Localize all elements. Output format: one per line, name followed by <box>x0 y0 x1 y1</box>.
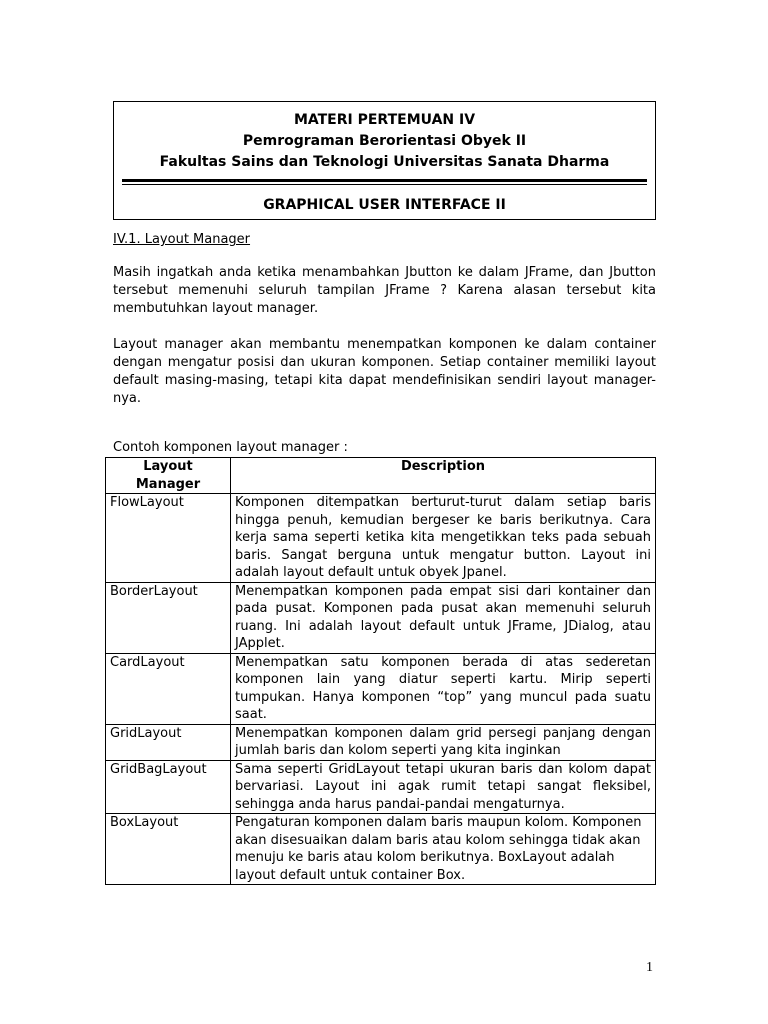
header-line-1: MATERI PERTEMUAN IV <box>293 112 476 128</box>
description-cell: Menempatkan komponen pada empat sisi dari kontainer dan pada pusat. Komponen pada pusat akan memenuhi seluruh ruang. Ini adalah layout default untuk JFrame, JDialog, atau JApplet. <box>231 582 656 653</box>
description-cell: Menempatkan komponen dalam grid persegi panjang dengan jumlah baris dan kolom seperti yang kita inginkan <box>231 724 656 760</box>
table-row <box>106 724 656 760</box>
paragraph-2: Layout manager akan membantu menempatkan komponen ke dalam container dengan mengatur posisi dan ukuran komponen. Setiap container memiliki layout default masing-masing, tetapi kita dapat mendefinisikan sendiri layout manager-nya. <box>113 337 656 406</box>
section-heading: IV.1. Layout Manager <box>113 232 251 247</box>
layout-name-cell: CardLayout <box>106 653 231 724</box>
table-row <box>106 494 656 583</box>
layout-name-cell: GridBagLayout <box>106 760 231 814</box>
header-line-2: Pemrograman Berorientasi Obyek II <box>242 133 527 149</box>
description-cell: Komponen ditempatkan berturut-turut dalam setiap baris hingga penuh, kemudian bergeser ke baris berikutnya. Cara kerja sama seperti ketika kita mengetikkan teks pada sebuah baris. Sangat berguna untuk mengatur button. Layout ini adalah layout default untuk obyek Jpanel. <box>231 494 656 583</box>
layout-name-cell: GridLayout <box>106 724 231 760</box>
header-box <box>113 101 656 220</box>
layout-manager-table <box>105 457 656 885</box>
table-row <box>106 653 656 724</box>
header-rule-thin <box>122 184 647 185</box>
table-row <box>106 814 656 885</box>
table-header-row <box>106 458 656 494</box>
description-cell: Sama seperti GridLayout tetapi ukuran baris dan kolom dapat bervariasi. Layout ini agak rumit tetapi sangat fleksibel, sehingga anda harus pandai-pandai mengaturnya. <box>231 760 656 814</box>
header-rule-thick <box>122 179 647 182</box>
document-title: GRAPHICAL USER INTERFACE II <box>263 197 506 213</box>
page-number: 1 <box>646 960 653 975</box>
layout-name-cell: FlowLayout <box>106 494 231 583</box>
paragraph-1: Masih ingatkah anda ketika menambahkan Jbutton ke dalam JFrame, dan Jbutton tersebut memenuhi seluruh tampilan JFrame ? Karena alasan tersebut kita membutuhkan layout manager. <box>113 265 656 316</box>
layout-name-cell: BorderLayout <box>106 582 231 653</box>
table-row <box>106 760 656 814</box>
table-caption: Contoh komponen layout manager : <box>113 440 348 455</box>
table-row <box>106 582 656 653</box>
description-cell: Menempatkan satu komponen berada di atas sederetan komponen lain yang diatur seperti kartu. Mirip seperti tumpukan. Hanya komponen “top” yang muncul pada suatu saat. <box>231 653 656 724</box>
header-description: Description <box>231 458 656 494</box>
header-line-3: Fakultas Sains dan Teknologi Universitas Sanata Dharma <box>159 154 610 170</box>
layout-name-cell: BoxLayout <box>106 814 231 885</box>
description-cell: Pengaturan komponen dalam baris maupun kolom. Komponen akan disesuaikan dalam baris atau kolom sehingga tidak akan menuju ke baris atau kolom berikutnya. BoxLayout adalah layout default untuk container Box. <box>231 814 656 885</box>
header-layout-manager: Layout Manager <box>106 458 231 494</box>
